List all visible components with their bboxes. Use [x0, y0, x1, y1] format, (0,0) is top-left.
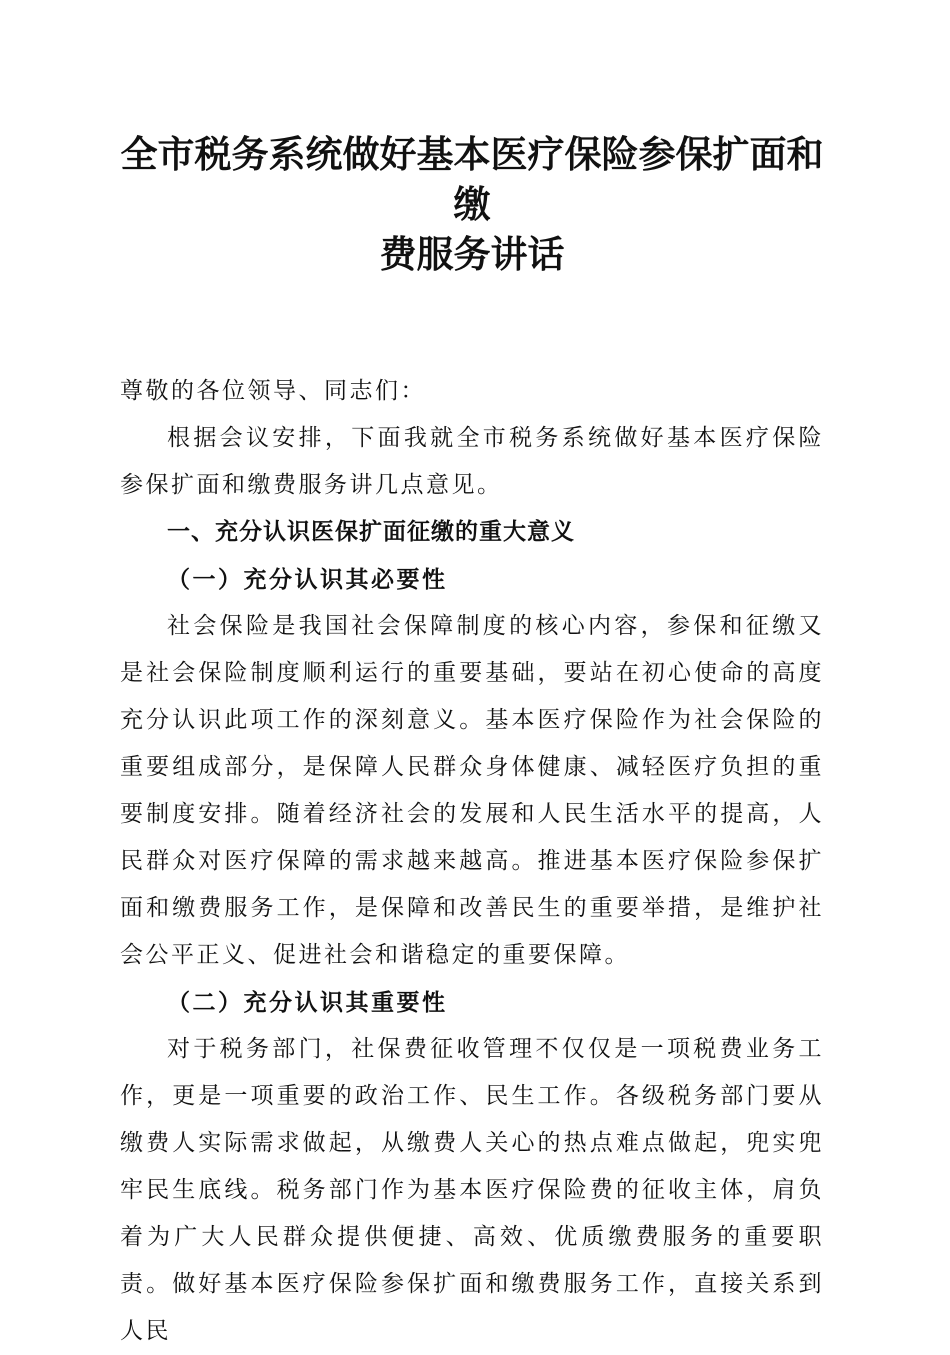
section-1-heading: 一、充分认识医保扩面征缴的重大意义: [167, 519, 575, 545]
subsection-1-paragraph: 社会保险是我国社会保障制度的核心内容，参保和征缴又是社会保险制度顺利运行的重要基础，要站在初心使命的高度充分认识此项工作的深刻意义。基本医疗保险作为社会保险的重要组成部分，是保障人民群众身体健康、减轻医疗负担的重要制度安排。随着经济社会的发展和人民生活水平的提高，人民群众对医疗保障的需求越来越高。推进基本医疗保险参保扩面和缴费服务工作，是保障和改善民生的重要举措，是维护社会公平正义、促进社会和谐稳定的重要保障。: [120, 613, 824, 968]
salutation: 尊敬的各位领导、同志们：: [120, 378, 426, 404]
title-line-1: 全市税务系统做好基本医疗保险参保扩面和缴: [120, 133, 824, 226]
intro-paragraph: 根据会议安排，下面我就全市税务系统做好基本医疗保险参保扩面和缴费服务讲几点意见。: [120, 425, 824, 498]
subsection-1-heading: （一）充分认识其必要性: [167, 566, 448, 593]
document-title: [120, 130, 824, 280]
document-page: [120, 130, 824, 1355]
title-line-2: 费服务讲话: [379, 233, 565, 276]
subsection-2-paragraph: 对于税务部门，社保费征收管理不仅仅是一项税费业务工作，更是一项重要的政治工作、民生工作。各级税务部门要从缴费人实际需求做起，从缴费人关心的热点难点做起，兜实兜牢民生底线。税务部门作为基本医疗保险费的征收主体，肩负着为广大人民群众提供便捷、高效、优质缴费服务的重要职责。做好基本医疗保险参保扩面和缴费服务工作，直接关系到人民: [120, 1036, 824, 1344]
document-body: [120, 368, 824, 1355]
subsection-2-heading: （二）充分认识其重要性: [167, 989, 448, 1016]
